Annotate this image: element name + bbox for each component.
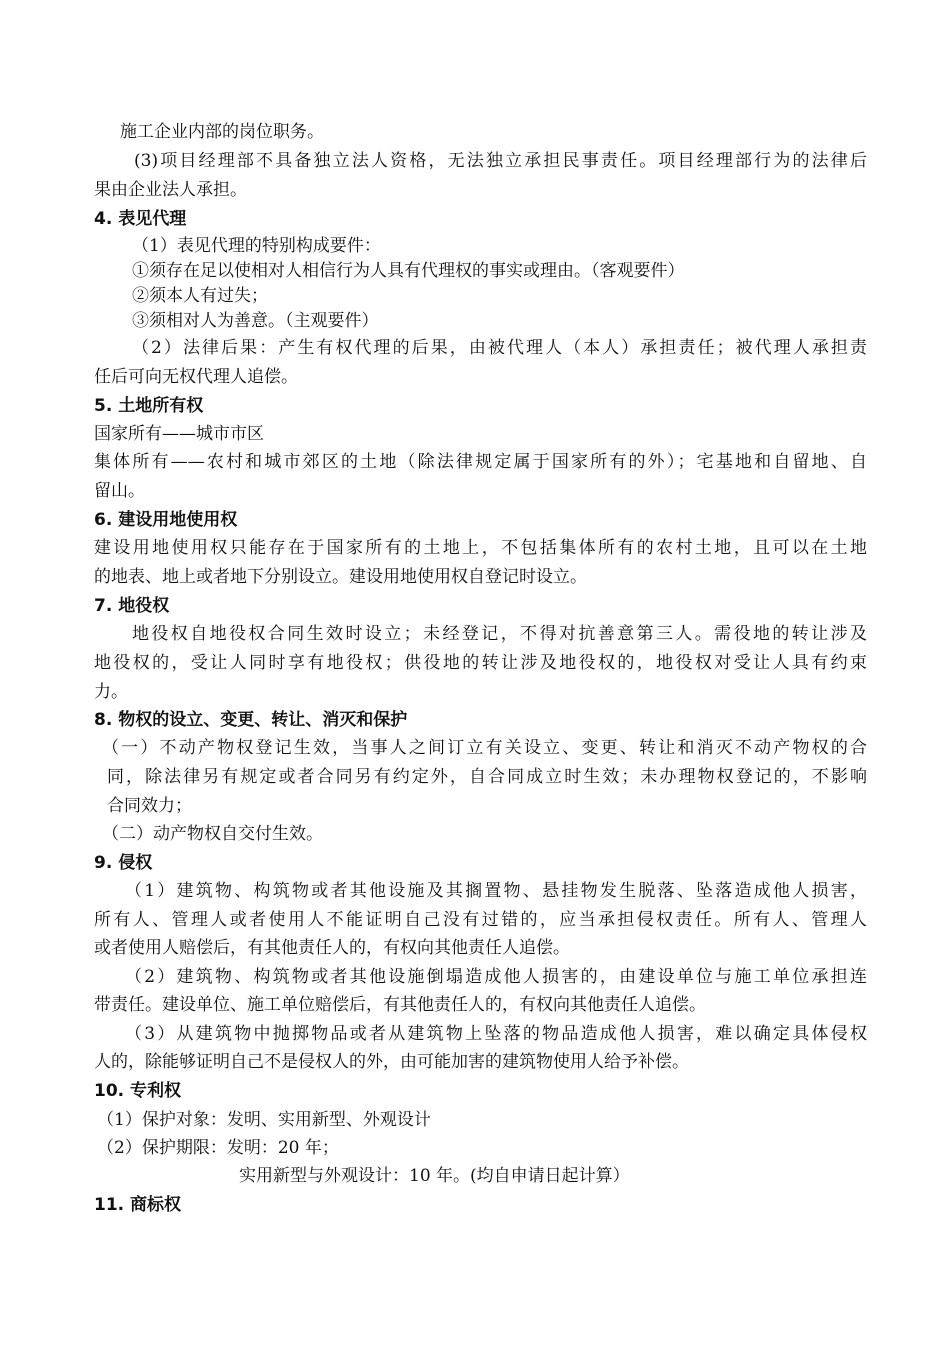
paragraph-line: （3）从建筑物中抛掷物品或者从建筑物上坠落的物品造成他人损害，难以确定具体侵权: [125, 1024, 867, 1044]
paragraph-line: （2）建筑物、构筑物或者其他设施倒塌造成他人损害的，由建设单位与施工单位承担连: [125, 967, 867, 987]
paragraph-line: 同，除法律另有规定或者合同另有约定外，自合同成立时生效；未办理物权登记的，不影响: [107, 767, 867, 787]
paragraph-line: ②须本人有过失；: [132, 286, 268, 306]
paragraph-line: （2）保护期限：发明：20 年；: [97, 1138, 339, 1158]
section-heading: 8. 物权的设立、变更、转让、消灭和保护: [94, 710, 408, 730]
section-heading: 5. 土地所有权: [94, 396, 204, 416]
paragraph-line: 国家所有——城市市区: [94, 424, 264, 444]
paragraph-line: （1）保护对象：发明、实用新型、外观设计: [97, 1110, 431, 1130]
paragraph-line: 建设用地使用权只能存在于国家所有的土地上，不包括集体所有的农村土地，且可以在土地: [94, 538, 867, 558]
paragraph-line: 果由企业法人承担。: [94, 180, 247, 200]
paragraph-line: 或者使用人赔偿后，有其他责任人的，有权向其他责任人追偿。: [94, 938, 570, 958]
paragraph-line: 合同效力；: [107, 796, 192, 816]
paragraph-line: 集体所有——农村和城市郊区的土地（除法律规定属于国家所有的外）；宅基地和自留地、自: [94, 452, 867, 472]
paragraph-line: （2）法律后果：产生有权代理的后果，由被代理人（本人）承担责任；被代理人承担责: [132, 338, 867, 358]
paragraph-line: 地役权的，受让人同时享有地役权；供役地的转让涉及地役权的，地役权对受让人具有约束: [94, 653, 867, 673]
paragraph-line: 人的，除能够证明自己不是侵权人的外，由可能加害的建筑物使用人给予补偿。: [94, 1052, 689, 1072]
paragraph-line: 任后可向无权代理人追偿。: [94, 367, 298, 387]
paragraph-line: （1）表见代理的特别构成要件：: [132, 236, 381, 256]
paragraph-line: （1）建筑物、构筑物或者其他设施及其搁置物、悬挂物发生脱落、坠落造成他人损害，: [125, 881, 867, 901]
paragraph-line: 所有人、管理人或者使用人不能证明自己没有过错的，应当承担侵权责任。所有人、管理人: [94, 910, 867, 930]
section-heading: 4. 表见代理: [94, 209, 187, 229]
paragraph-line: ①须存在足以使相对人相信行为人具有代理权的事实或理由。（客观要件）: [132, 261, 685, 281]
section-heading: 10. 专利权: [94, 1081, 182, 1101]
paragraph-line: ③须相对人为善意。（主观要件）: [132, 311, 379, 331]
paragraph-line: 施工企业内部的岗位职务。: [120, 122, 324, 142]
paragraph-line: 力。: [94, 682, 128, 702]
paragraph-line: 的地表、地上或者地下分别设立。建设用地使用权自登记时设立。: [94, 567, 587, 587]
paragraph-line: （二）动产物权自交付生效。: [102, 824, 323, 844]
section-heading: 6. 建设用地使用权: [94, 510, 238, 530]
paragraph-line: 实用新型与外观设计：10 年。(均自申请日起计算）: [239, 1166, 630, 1186]
paragraph-line: 地役权自地役权合同生效时设立；未经登记，不得对抗善意第三人。需役地的转让涉及: [132, 624, 867, 644]
section-heading: 9. 侵权: [94, 853, 153, 873]
paragraph-line: （一）不动产物权登记生效，当事人之间订立有关设立、变更、转让和消灭不动产物权的合: [102, 738, 867, 758]
section-heading: 7. 地役权: [94, 596, 170, 616]
paragraph-line: (3)项目经理部不具备独立法人资格，无法独立承担民事责任。项目经理部行为的法律后: [134, 151, 867, 171]
paragraph-line: 带责任。建设单位、施工单位赔偿后，有其他责任人的，有权向其他责任人追偿。: [94, 995, 706, 1015]
section-heading: 11. 商标权: [94, 1195, 182, 1215]
paragraph-line: 留山。: [94, 481, 145, 501]
